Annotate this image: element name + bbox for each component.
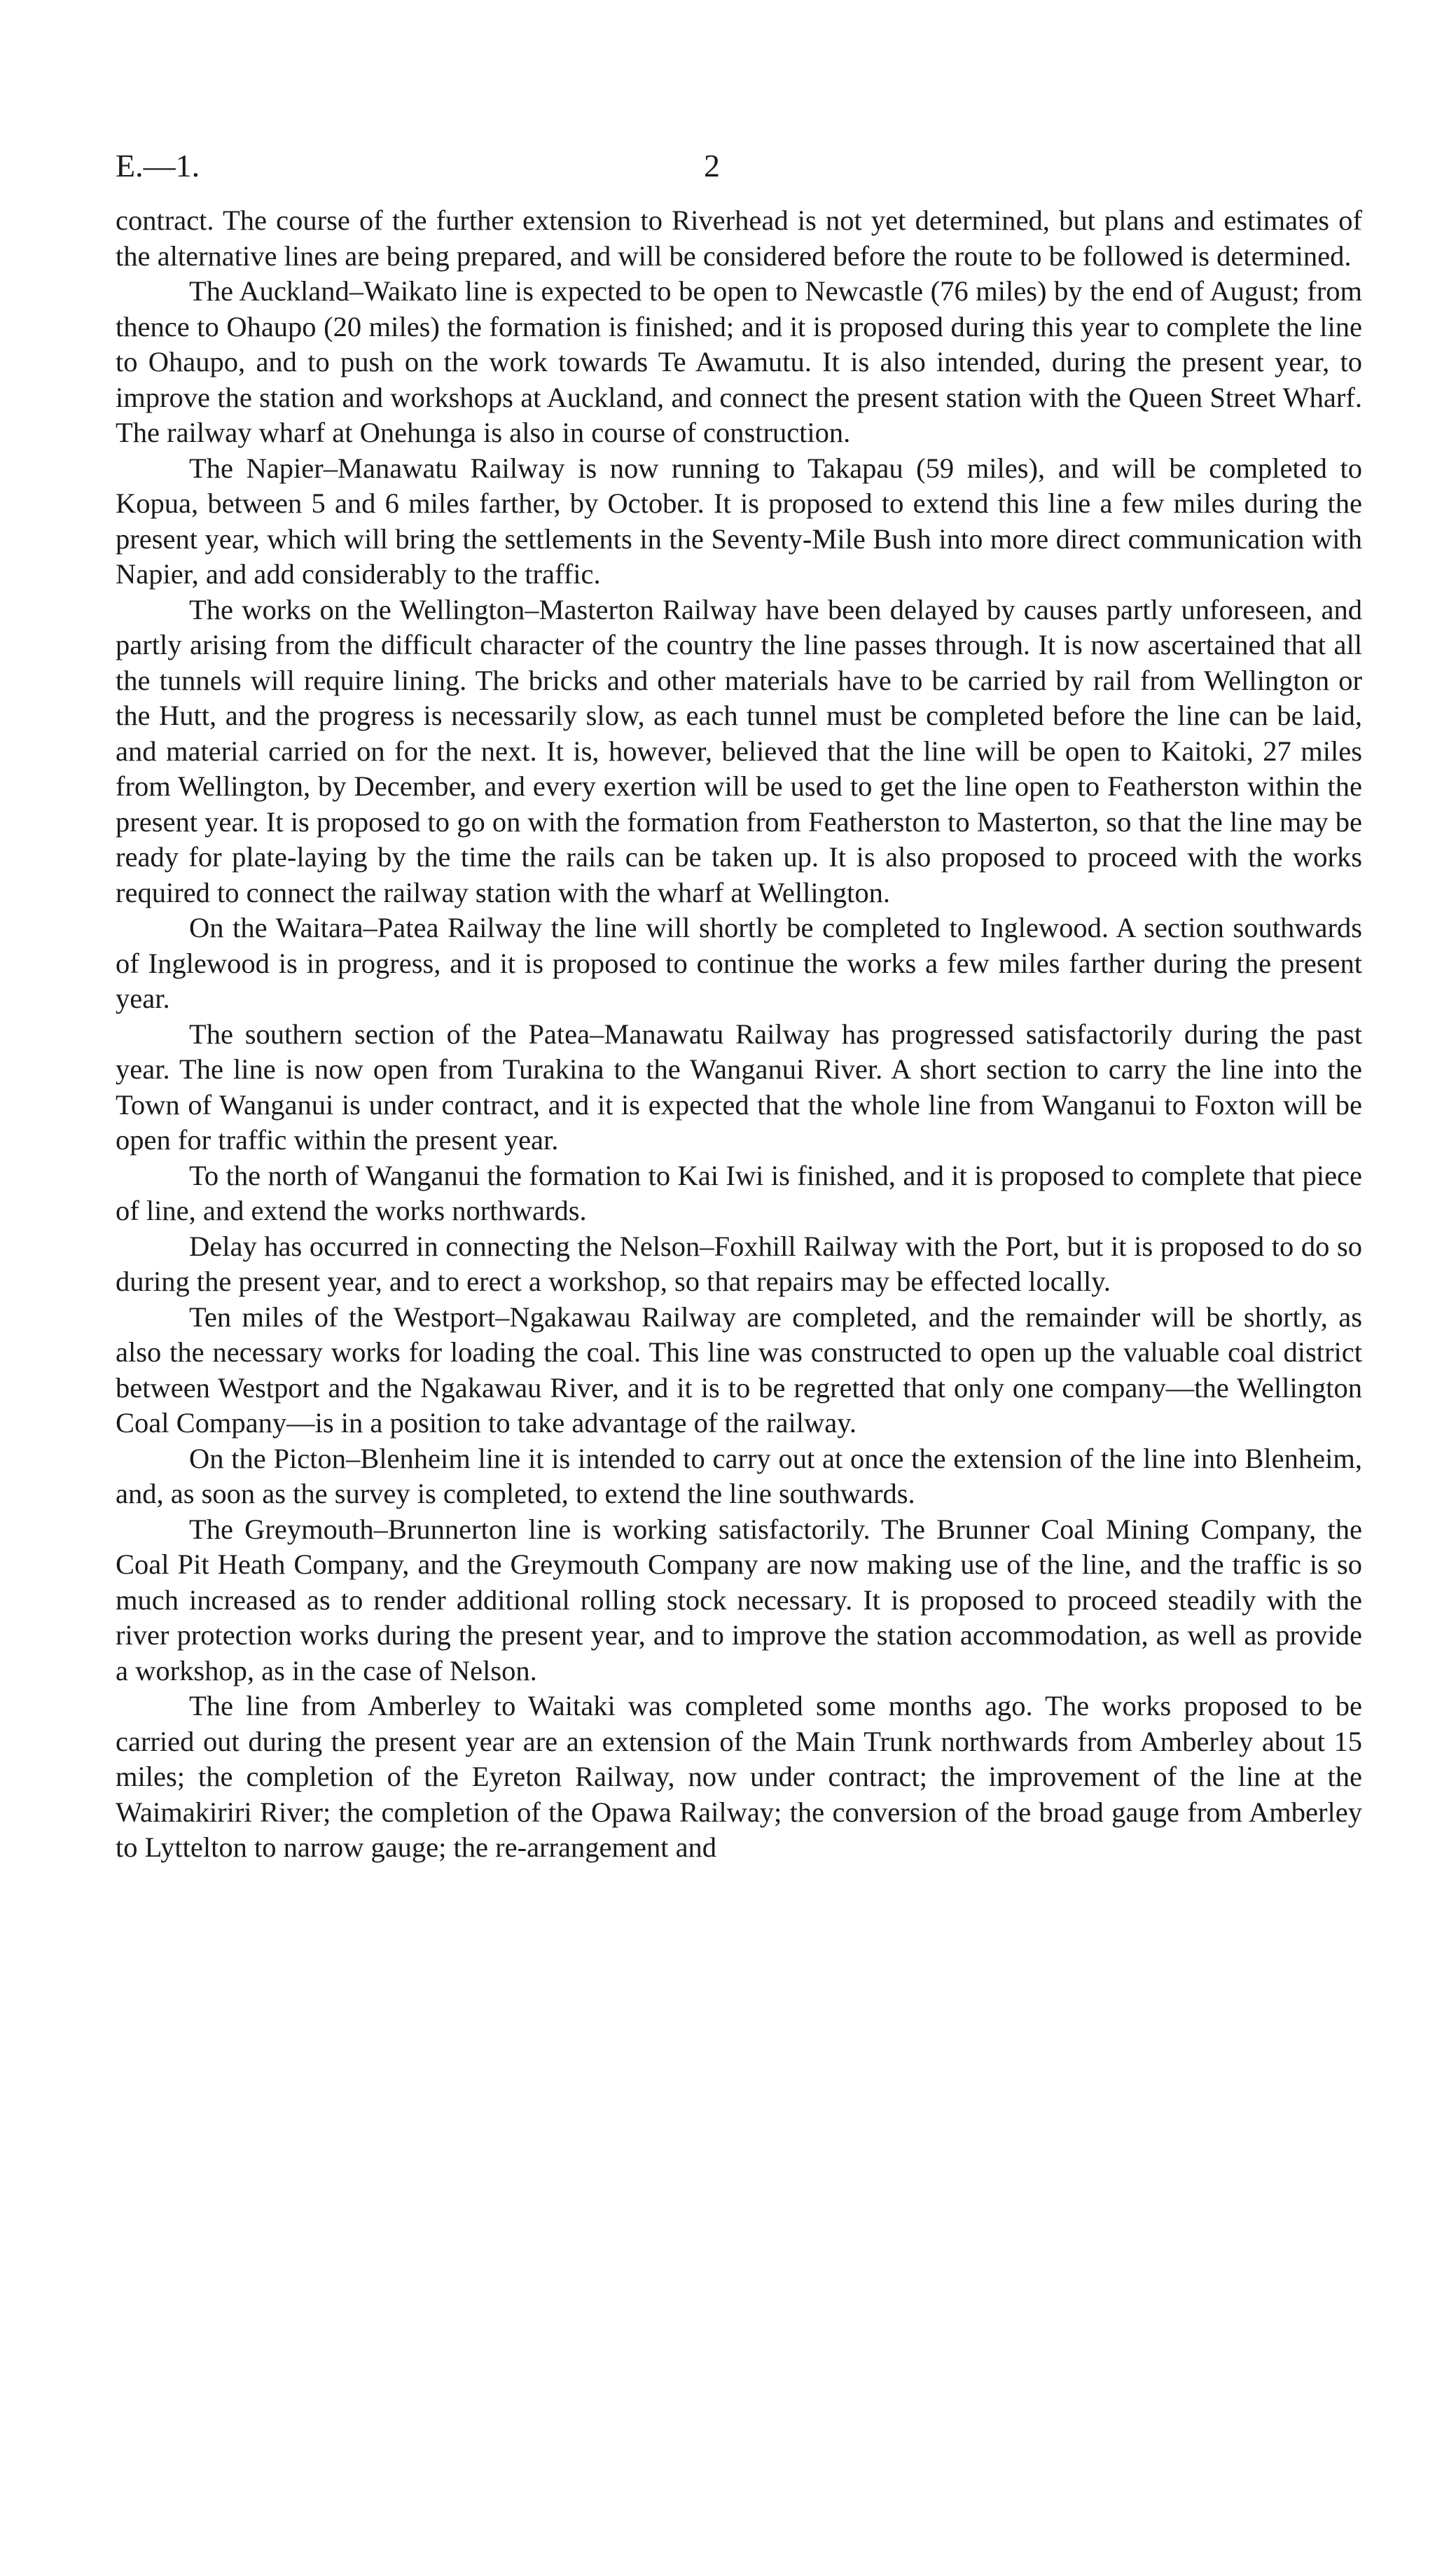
section-reference: E.—1. xyxy=(116,148,200,183)
paragraph-nelson-foxhill: Delay has occurred in connecting the Nelson–Foxhill Railway with the Port, but it is proposed to do so during the present year, and to erect a workshop, so that repairs may be effected locally. xyxy=(116,1230,1362,1297)
document-page xyxy=(116,147,1362,1866)
paragraph-greymouth-brunnerton: The Greymouth–Brunnerton line is working satisfactorily. The Brunner Coal Mining Company, the Coal Pit Heath Company, and the Greymouth Company are now making use of the line, and the traffic is so much increased as to render additional rolling stock necessary. It is proposed to proceed steadily with the river protection works during the present year, and to improve the station accommodation, as well as provide a workshop, as in the case of Nelson. xyxy=(116,1513,1362,1686)
paragraph-picton-blenheim: On the Picton–Blenheim line it is intended to carry out at once the extension of the line into Blenheim, and, as soon as the survey is completed, to extend the line southwards. xyxy=(116,1442,1362,1509)
paragraph-westport-ngakawau: Ten miles of the Westport–Ngakawau Railway are completed, and the remainder will be shortly, as also the necessary works for loading the coal. This line was constructed to open up the valuable coal district between Westport and the Ngakawau River, and it is to be regretted that only one company—the Wellington Coal Company—is in a position to take advantage of the railway. xyxy=(116,1301,1362,1439)
paragraph-amberley-waitaki: The line from Amberley to Waitaki was completed some months ago. The works proposed to be carried out during the present year are an extension of the Main Trunk northwards from Amberley about 15 miles; the completion of the Eyreton Railway, now under contract; the improvement of the line at the Waimakiriri River; the completion of the Opawa Railway; the conversion of the broad gauge from Amberley to Lyttelton to narrow gauge; the re-arrangement and xyxy=(116,1690,1362,1863)
paragraph-wellington-masterton: The works on the Wellington–Masterton Railway have been delayed by causes partly unforeseen, and partly arising from the difficult character of the country the line passes through. It is now ascertained that all the tunnels will require lining. The bricks and other materials have to be carried by rail from Wellington or the Hutt, and the progress is necessarily slow, as each tunnel must be completed before the line can be laid, and material carried on for the next. It is, however, believed that the line will be open to Kaitoki, 27 miles from Wellington, by December, and every exertion will be used to get the line open to Featherston within the present year. It is proposed to go on with the formation from Featherston to Masterton, so that the line may be ready for plate-laying by the time the rails can be taken up. It is also proposed to proceed with the works required to connect the railway station with the wharf at Wellington. xyxy=(116,593,1362,908)
page-header xyxy=(116,147,1362,203)
paragraph-continuation: contract. The course of the further extension to Riverhead is not yet determined, but plans and estimates of the alternative lines are being prepared, and will be considered before the route to be followed is determined. xyxy=(116,205,1362,272)
body-text xyxy=(116,203,1362,1866)
paragraph-north-of-wanganui: To the north of Wanganui the formation to Kai Iwi is finished, and it is proposed to complete that piece of line, and extend the works northwards. xyxy=(116,1159,1362,1226)
paragraph-patea-manawatu: The southern section of the Patea–Manawatu Railway has progressed satisfactorily during the past year. The line is now open from Turakina to the Wanganui River. A short section to carry the line into the Town of Wanganui is under contract, and it is expected that the whole line from Wanganui to Foxton will be open for traffic within the present year. xyxy=(116,1018,1362,1156)
page-number: 2 xyxy=(704,148,720,183)
paragraph-napier-manawatu: The Napier–Manawatu Railway is now running to Takapau (59 miles), and will be completed to Kopua, between 5 and 6 miles farther, by October. It is proposed to extend this line a few miles during the present year, which will bring the settlements in the Seventy-Mile Bush into more direct communication with Napier, and add considerably to the traffic. xyxy=(116,452,1362,590)
paragraph-waitara-patea: On the Waitara–Patea Railway the line will shortly be completed to Inglewood. A section southwards of Inglewood is in progress, and it is proposed to continue the works a few miles farther during the present year. xyxy=(116,912,1362,1014)
paragraph-auckland-waikato: The Auckland–Waikato line is expected to be open to Newcastle (76 miles) by the end of August; from thence to Ohaupo (20 miles) the formation is finished; and it is proposed during this year to complete the line to Ohaupo, and to push on the work towards Te Awamutu. It is also intended, during the present year, to improve the station and workshops at Auckland, and connect the present station with the Queen Street Wharf. The railway wharf at Onehunga is also in course of construction. xyxy=(116,275,1362,448)
